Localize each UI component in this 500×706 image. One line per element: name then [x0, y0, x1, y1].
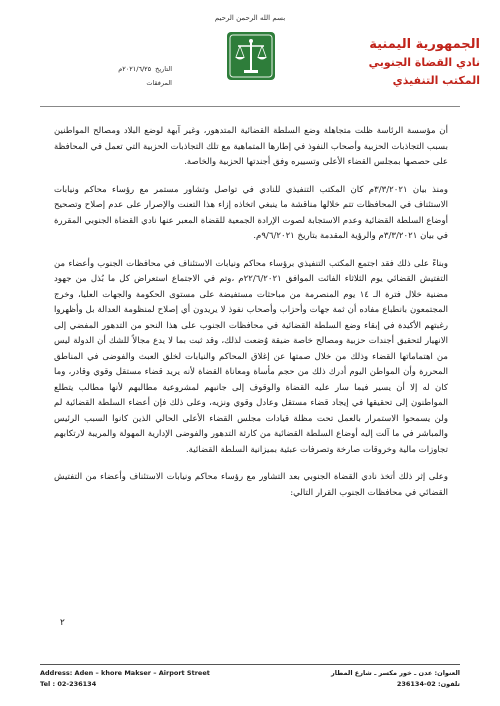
club-name: نادي القضاة الجنوبي — [368, 56, 480, 69]
attachments-row — [42, 76, 172, 90]
letterhead-title-block — [330, 36, 480, 90]
basmala: بسم الله الرحمن الرحيم — [214, 14, 286, 22]
footer-tel-en: Tel : 02-236134 — [40, 680, 97, 688]
scales-of-justice-emblem-icon — [225, 30, 277, 82]
date-row — [42, 62, 172, 76]
footer-divider — [40, 664, 460, 665]
attachments-label: المرفقات — [146, 79, 172, 87]
footer-arabic — [331, 668, 460, 690]
paragraph: وبناءً على ذلك فقد اجتمع المكتب التنفيذي برؤساء محاكم ونيابات الاستئناف في محافظات الجنوب وأعضاء من التفتيش القضائي يوم الثلاثاء الفائت الموافق ٢٢/٦/٢٠٢١م ،وتم في الاجتماع استعراض كل ما بُذل من جهود مضنية خلال فترة الـ ١٤ يوم المنصرمة من مباحثات مستفيضة على مستوى الحكومة والجهات العليا، وخرج المجتمعون بانطباع مفاده أن ثمة جهات وأحزاب وأصحاب نفوذ لا يريدون أي إصلاح لمنظومة العدالة بل وأظهروا رغبتهم الأكيدة في إبقاء وضع السلطة القضائية في محافظات الجنوب على هذا النحو من التدهور المفضي إلى الانهيار لتحقيق أجندات حزبية ومصالح خاصة ضيقة وُضعت لذلك، وقد ثبت بما لا يدع مجالاً للشك أن الدولة ليس من اهتماماتها القضاء وذلك من خلال صمتها عن إغلاق المحاكم والنيابات لخلق العبث والفوضى في المناطق المحررة وأن المواطن اليوم أدرك ذلك من حجم مأساة ومعاناة القضاة لأنه يريد قضاء مستقل وقوي وقادر، وما كان له إلا أن يسير فيما سار عليه القضاة والوقوف إلى جانبهم لمشروعية مطالبهم لأنها مطالب يتطلع المواطنون إلى تحقيقها في إيجاد قضاء مستقل وعادل وقوي ونزيه، وعلى ذلك فإن أعضاء السلطة القضائية لم ولن يسمحوا الاستمرار بالعمل تحت مظلة قيادات مجلس القضاء الأعلى الحالي الذين كانوا السبب الرئيس والمباشر في ما آلت إليه أوضاع السلطة القضائية من كارثة التدهور والفوضى الإدارية المهولة والمريبة لارتكابهم تجاوزات مالية وخروقات صارخة وتصرفات عبثية بميزانية السلطة القضائية. — [54, 258, 448, 455]
office-name: المكتب التنفيذي — [392, 74, 480, 87]
date-value: ٢٠٢١/٦/٢٥م — [118, 65, 152, 73]
footer-address-ar: العنوان: عدن ـ خور مكسر ـ شارع المطار — [331, 669, 460, 677]
letter-meta — [42, 62, 172, 90]
footer-tel-ar: تلفون: 02-236134 — [396, 680, 460, 688]
footer-english — [40, 668, 210, 690]
letter-body — [54, 124, 448, 513]
footer-address-en: Address: Aden – khore Makser – Airport Street — [40, 669, 210, 677]
date-label: التاريخ — [155, 65, 172, 73]
page-number: ٢ — [60, 618, 65, 628]
paragraph: أن مؤسسة الرئاسة ظلت متجاهلة وضع السلطة القضائية المتدهور، وغير آبهة لوضع البلاد ومصالح المواطنين بسبب التجاذبات الحزبية وأصحاب النفوذ في إطارها المتماهية مع تلك التجاذبات الحزبية التي تعمل في المحافظة على حصصها بمجلس القضاء الأعلى وتسييره وفق أجندتها الحزبية والخاصة. — [54, 126, 448, 167]
paragraph: ومنذ بيان ٣/٣/٢٠٢١م كان المكتب التنفيذي للنادي في تواصل وتشاور مستمر مع رؤساء محاكم ونيابات الاستئناف في المحافظات تتم خلالها مناقشة ما ينبغي اتخاذه إزاء هذا التعنت والإصرار على عدم إصلاح وتصحيح أوضاع السلطة القضائية وعدم الاستجابة لصوت الإرادة الجمعية للقضاة المعبر عنها نادي القضاة الجنوبي المقررة في بيان ٣/٣/٢٠٢١م والرؤية المقدمة بتاريخ ٩/٦/٢٠٢١م. — [54, 184, 448, 241]
country-name: الجمهورية اليمنية — [369, 37, 480, 52]
header-divider — [40, 106, 460, 107]
paragraph: وعلى إثر ذلك أتخذ نادي القضاة الجنوبي بعد التشاور مع رؤساء محاكم ونيابات الاستئناف وأعضاء من التفتيش القضائي في محافظات الجنوب القرار التالي: — [54, 472, 448, 498]
